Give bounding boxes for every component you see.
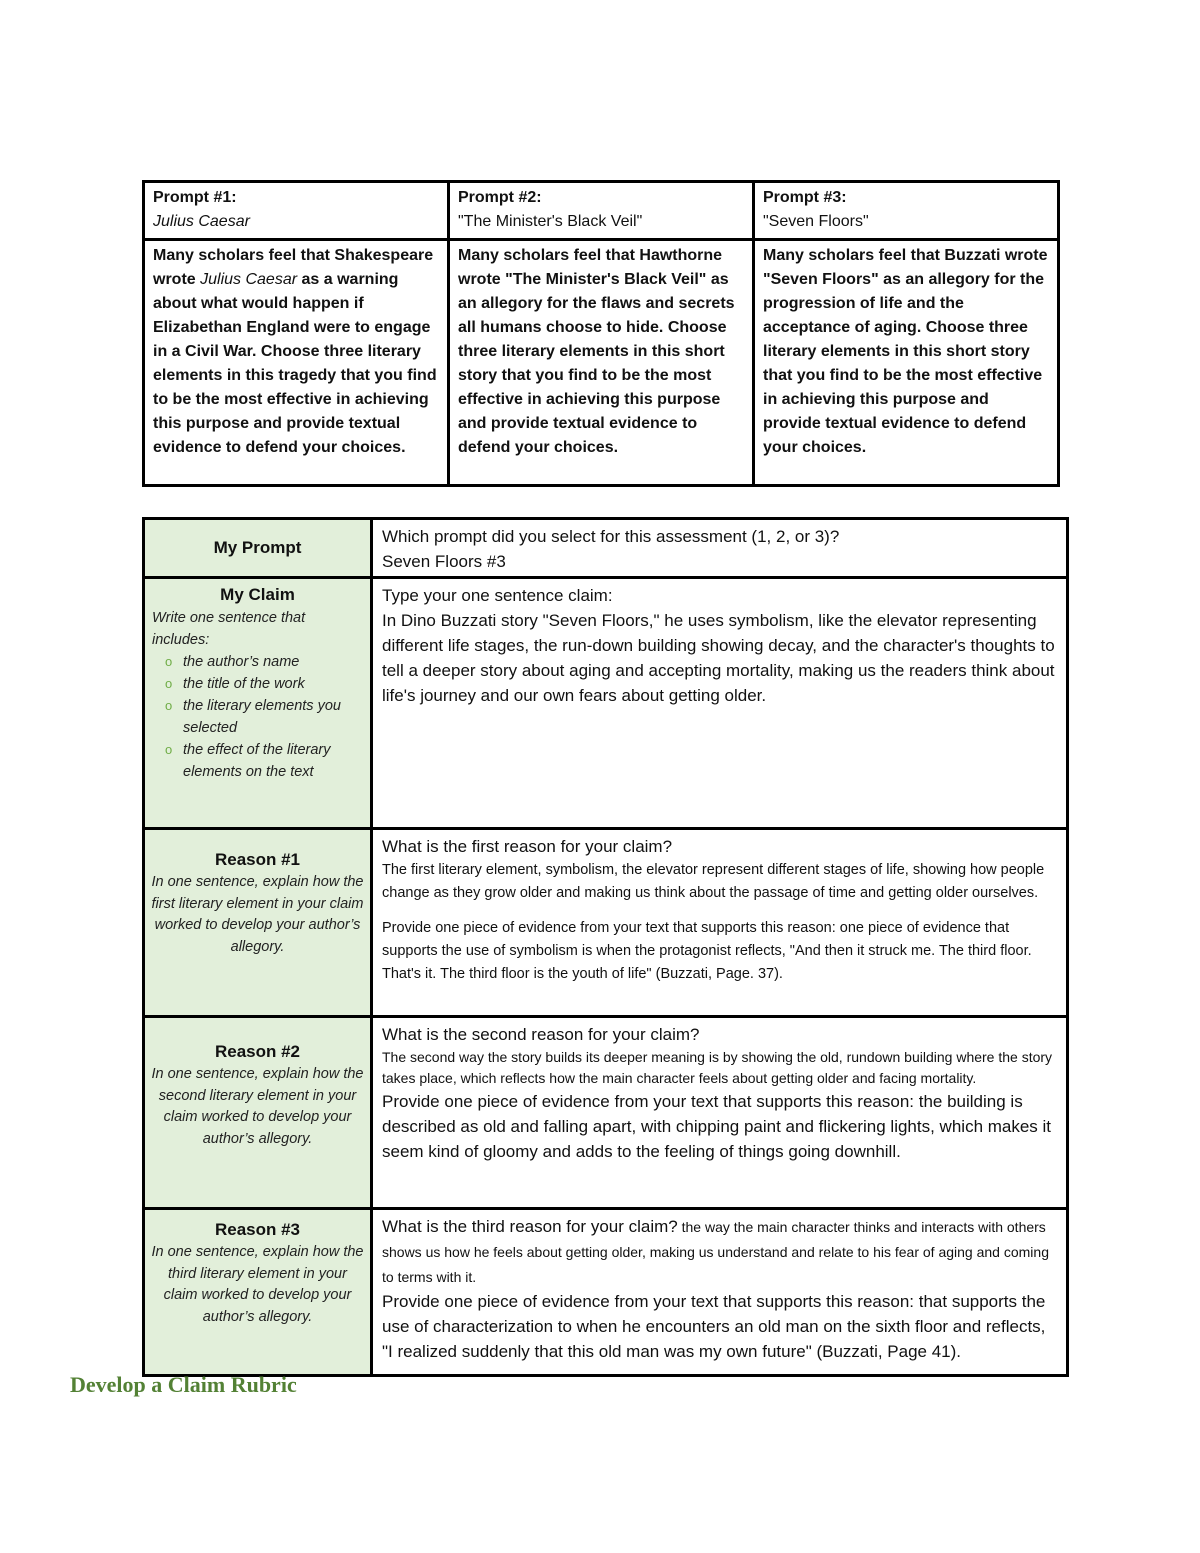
my-prompt-answer[interactable]: Seven Floors #3 — [382, 552, 506, 571]
hollow-bullet-icon: o — [165, 654, 173, 669]
hollow-bullet-icon: o — [165, 742, 173, 757]
prompt-3-text: Many scholars feel that Buzzati wrote "Seven Floors" as an allegory for the progression of life and the acceptance of aging. Choose three literary elements in this short story that you find to be the most effective in achieving this purpose and provide textual evidence to defend your choices. — [754, 240, 1059, 486]
prompt-2-text: Many scholars feel that Hawthorne wrote "The Minister's Black Veil" as an allegory for the flaws and secrets all humans choose to hide. Choose three literary elements in this short story that you find to be the most effective in achieving this purpose and provide textual evidence to defend your choices. — [449, 240, 754, 486]
claim-checklist-item — [163, 651, 364, 673]
my-prompt-label-cell — [144, 519, 372, 578]
claim-checklist-text: the author’s name — [183, 654, 300, 670]
reason-3-question-block — [382, 1214, 1058, 1289]
my-claim-checklist — [151, 651, 364, 783]
my-claim-row — [144, 578, 1068, 829]
my-prompt-label: My Prompt — [213, 538, 302, 557]
reason-1-row — [144, 829, 1068, 1017]
prompt-1-text-end: as a warning about what would happen if Elizabethan England were to engage in a Civil War. Choose three literary elements in this tragedy that you find to be the most effective in achieving this purpose and provide textual evidence to defend your choices. — [153, 271, 437, 456]
hollow-bullet-icon: o — [165, 676, 173, 691]
reason-3-content[interactable] — [372, 1209, 1068, 1376]
prompts-header-row — [144, 182, 1059, 240]
claim-checklist-text: the title of the work — [183, 676, 305, 692]
rubric-title: Develop a Claim Rubric — [70, 1372, 297, 1397]
reason-1-description: In one sentence, explain how the first literary element in your claim worked to develop your author’s allegory. — [151, 874, 364, 955]
reason-2-question: What is the second reason for your claim? — [382, 1025, 700, 1044]
reason-2-label-cell — [144, 1017, 372, 1209]
reason-3-answer[interactable]: the way the main character thinks and interacts with others shows us how he feels about getting older, making us understand and relate to his fear of aging and coming to terms with it. — [382, 1219, 1049, 1285]
reason-3-label-cell — [144, 1209, 372, 1376]
reason-3-description: In one sentence, explain how the third literary element in your claim worked to develop your author’s allegory. — [151, 1244, 364, 1325]
claim-checklist-item — [163, 673, 364, 695]
prompt-1-header — [144, 182, 449, 240]
reason-1-answer[interactable]: The first literary element, symbolism, the elevator represent different stages of life, showing how people change as they grow older and making us think about the passage of time and getting older ourselves. — [382, 862, 1045, 901]
reason-2-label: Reason #2 — [214, 1042, 301, 1061]
reason-1-label-cell — [144, 829, 372, 1017]
prompt-1-title: Julius Caesar — [153, 213, 250, 230]
reason-2-row — [144, 1017, 1068, 1209]
reason-1-evidence[interactable]: Provide one piece of evidence from your text that supports this reason: one piece of evidence that supports the use of symbolism is when the protagonist reflects, "And then it struck me. The third floor. That's it. The third floor is the youth of life" (Buzzati, Page. 37). — [382, 920, 1032, 982]
my-claim-content[interactable] — [372, 578, 1068, 829]
my-prompt-content[interactable] — [372, 519, 1068, 578]
prompt-2-heading: Prompt #2: — [458, 189, 542, 206]
my-claim-question: Type your one sentence claim: — [382, 586, 613, 605]
prompt-1-text-work: Julius Caesar — [200, 271, 298, 288]
hollow-bullet-icon: o — [165, 698, 173, 713]
prompt-1-text-start: Many scholars feel that Shakespeare wrote — [153, 247, 434, 288]
reason-2-description: In one sentence, explain how the second literary element in your claim worked to develop your author’s allegory. — [151, 1066, 364, 1147]
my-claim-answer[interactable]: In Dino Buzzati story "Seven Floors," he uses symbolism, like the elevator representing different life stages, the run-down building showing decay, and the character's thoughts to tell a deeper story about aging and accepting mortality, making us the readers think about life's journey and our own fears about getting older. — [382, 611, 1055, 705]
reason-2-answer[interactable]: The second way the story builds its deeper meaning is by showing the old, rundown building where the story takes place, which reflects how the main character feels about getting older and facing mortality. — [382, 1049, 1053, 1086]
claim-checklist-item — [163, 739, 364, 783]
my-claim-description: Write one sentence that includes: — [152, 610, 306, 648]
reason-1-content[interactable] — [372, 829, 1068, 1017]
reason-3-row — [144, 1209, 1068, 1376]
prompt-1-text — [144, 240, 449, 486]
my-claim-label: My Claim — [220, 585, 295, 604]
spacer — [382, 905, 1058, 917]
prompt-1-heading: Prompt #1: — [153, 189, 237, 206]
prompt-2-header — [449, 182, 754, 240]
prompt-3-heading: Prompt #3: — [763, 189, 847, 206]
prompt-3-header — [754, 182, 1059, 240]
reason-3-label: Reason #3 — [214, 1220, 301, 1239]
reason-3-question: What is the third reason for your claim? — [382, 1217, 678, 1236]
prompt-3-title: "Seven Floors" — [763, 213, 869, 230]
claim-checklist-item — [163, 695, 364, 739]
reason-1-label: Reason #1 — [214, 850, 301, 869]
my-claim-label-cell — [144, 578, 372, 829]
reason-2-evidence[interactable]: Provide one piece of evidence from your text that supports this reason: the building is described as old and falling apart, with chipping paint and flickering lights, which makes it seem kind of gloomy and adds to the feeling of things going downhill. — [382, 1092, 1052, 1161]
reason-1-question: What is the first reason for your claim? — [382, 837, 673, 856]
claim-table — [142, 517, 1069, 1377]
my-prompt-row — [144, 519, 1068, 578]
claim-checklist-text: the literary elements you selected — [183, 698, 341, 736]
prompts-table — [142, 180, 1060, 487]
reason-2-content[interactable] — [372, 1017, 1068, 1209]
my-prompt-question: Which prompt did you select for this assessment (1, 2, or 3)? — [382, 527, 840, 546]
prompts-body-row — [144, 240, 1059, 486]
prompt-2-title: "The Minister's Black Veil" — [458, 213, 643, 230]
claim-checklist-text: the effect of the literary elements on the text — [183, 742, 331, 780]
reason-3-evidence[interactable]: Provide one piece of evidence from your text that supports this reason: that supports the use of characterization to when he encounters an old man on the sixth floor and reflects, "I realized suddenly that this old man was my own future" (Buzzati, Page 41). — [382, 1292, 1046, 1361]
